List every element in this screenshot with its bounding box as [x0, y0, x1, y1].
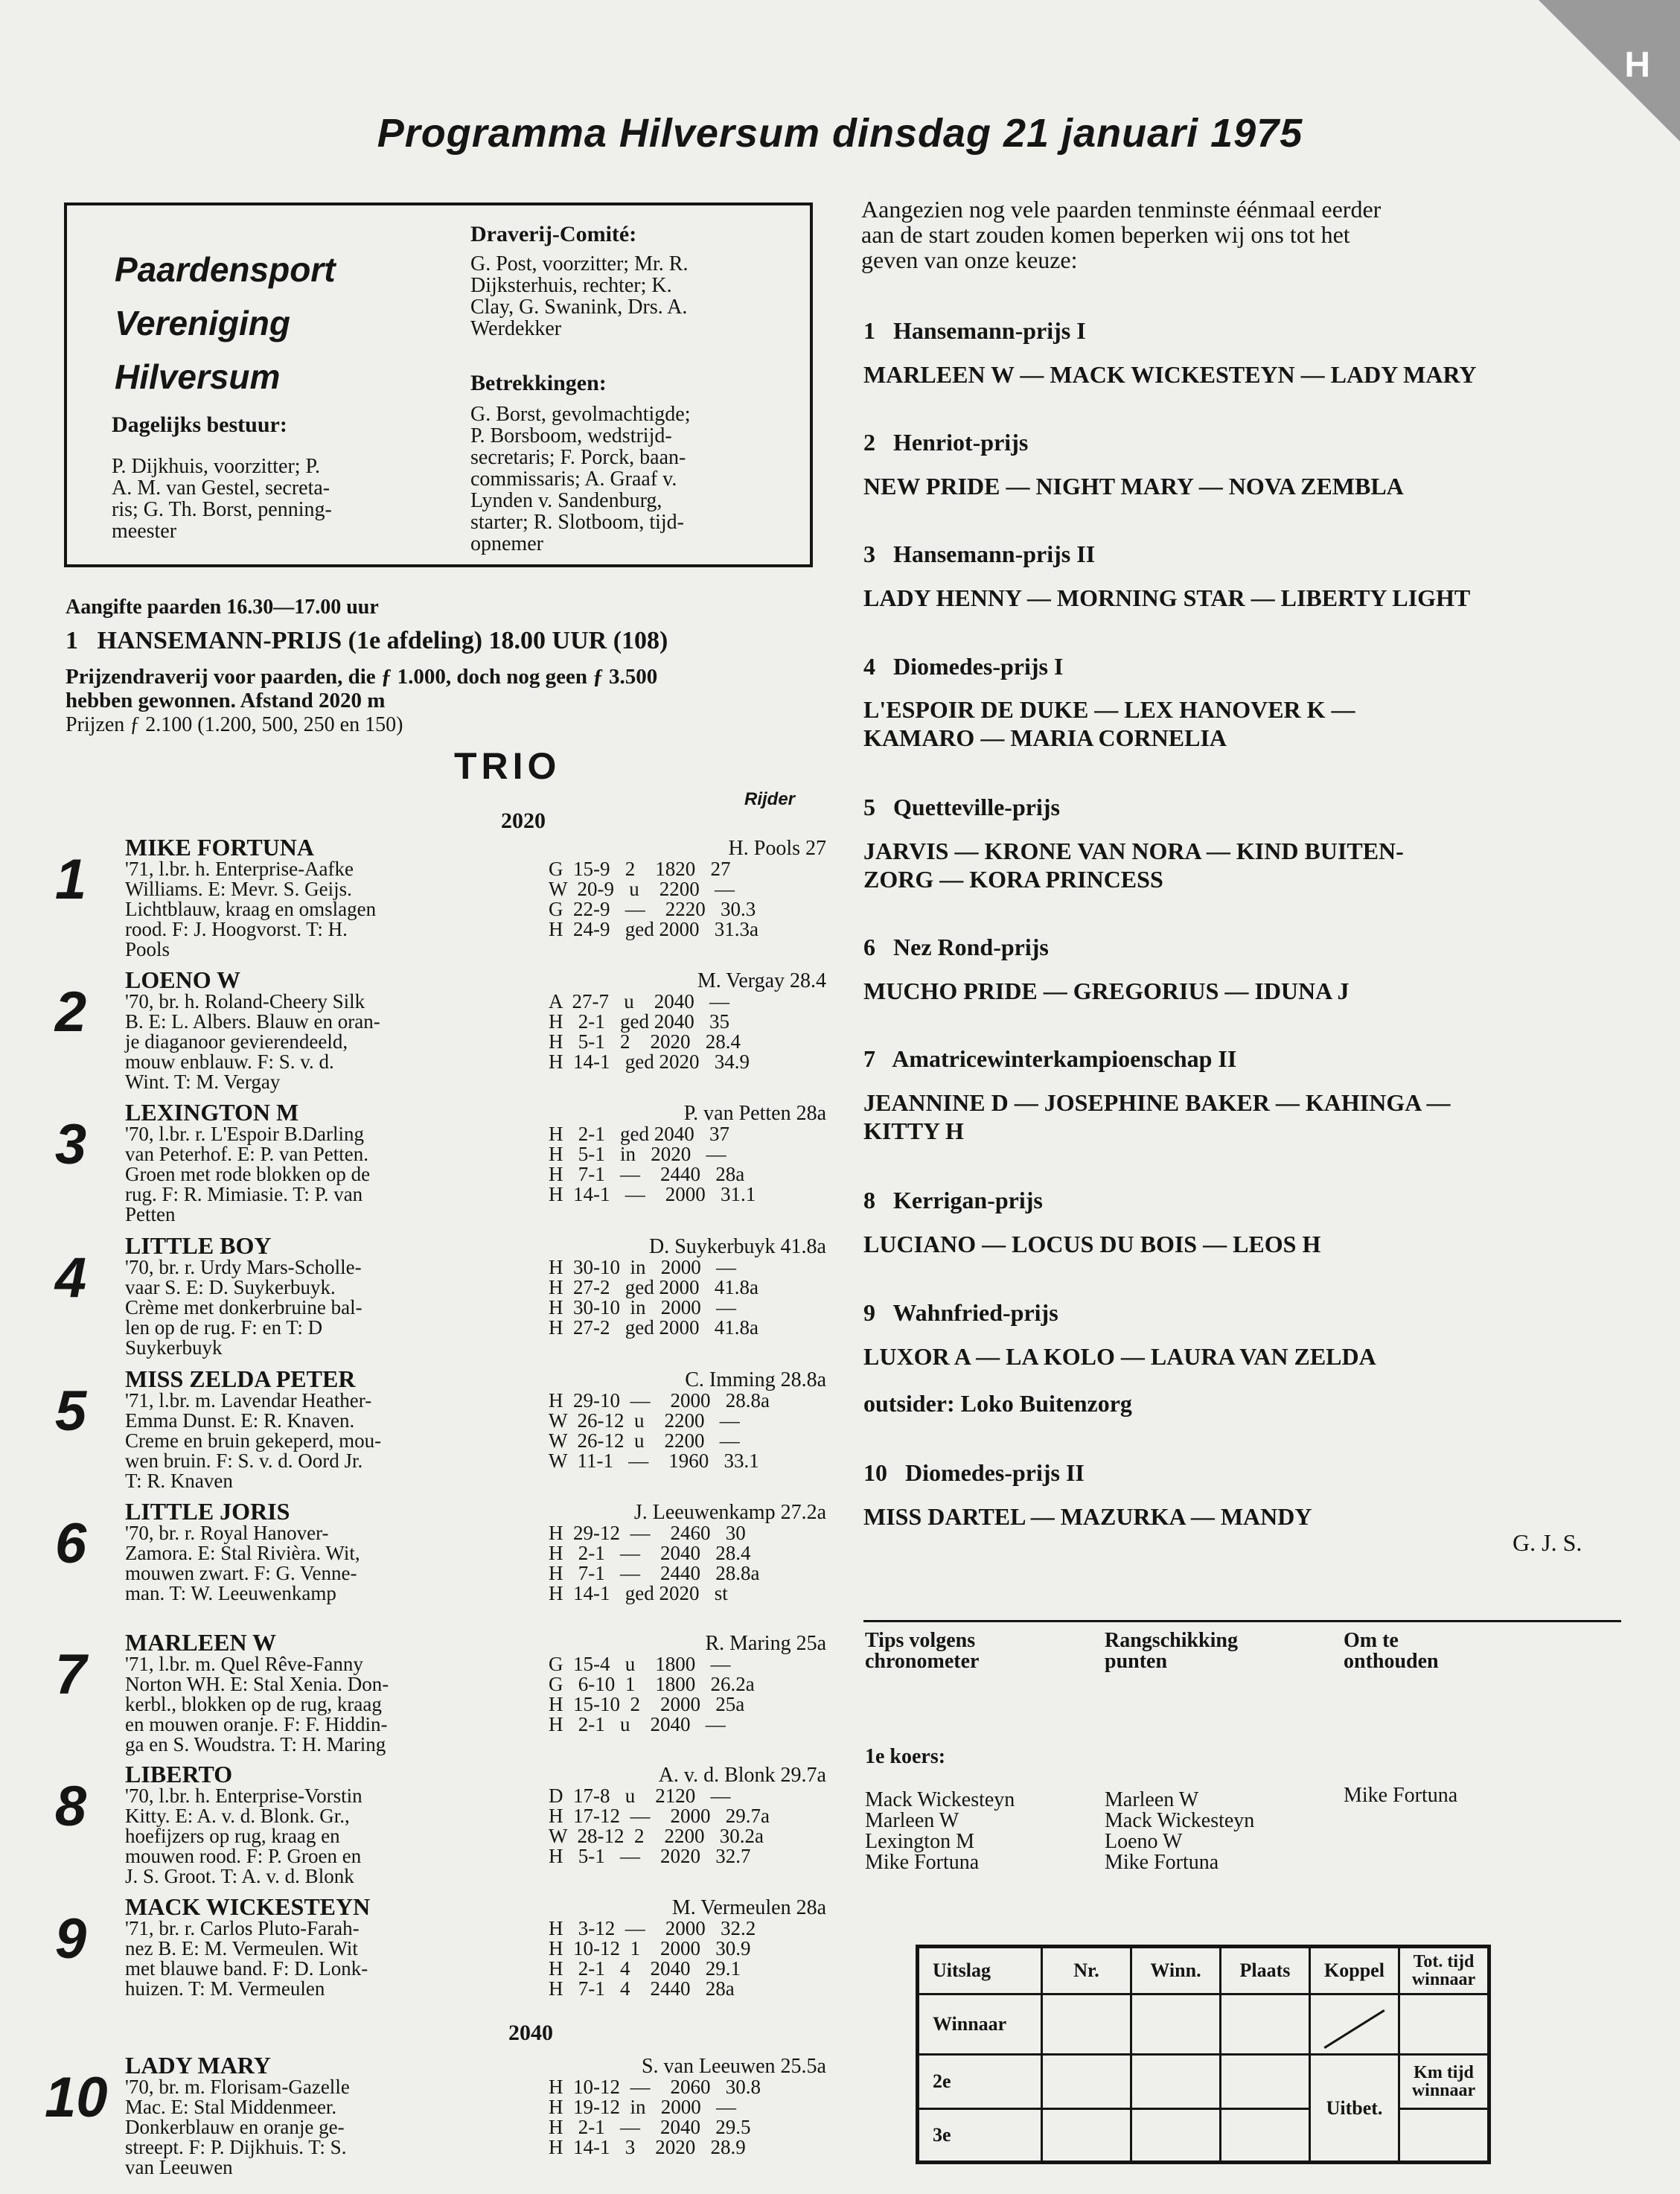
selection-picks: MARLEEN W — MACK WICKESTEYN — LADY MARY [863, 361, 1477, 388]
horse-entry [45, 834, 826, 960]
horse-number: 3 [54, 1113, 87, 1176]
horse-description: '70, br. m. Florisam-Gazelle Mac. E: Stal Middenmeer. Donkerblauw en oranje ge- streept. F: P. Dijkhuis. T: S. van Leeuwen [125, 2076, 350, 2178]
distance-2040: 2040 [508, 2021, 553, 2045]
cell-uitbet: Uitbet. [1310, 2055, 1399, 2163]
cell-blank [1399, 2109, 1489, 2163]
corner-letter: H [1624, 45, 1650, 85]
cell-blank [1221, 1994, 1310, 2055]
tips-header-remember: Om te onthouden [1344, 1629, 1439, 1673]
horse-entry [45, 1099, 826, 1225]
selection-picks: LUCIANO — LOCUS DU BOIS — LEOS H [863, 1231, 1321, 1257]
author-signature: G. J. S. [1513, 1529, 1582, 1556]
horse-name: MISS ZELDA PETER [125, 1365, 356, 1392]
horse-name: LITTLE BOY [125, 1232, 272, 1259]
horse-rider: C. Imming 28.8a [685, 1368, 826, 1391]
horse-number: 7 [54, 1643, 87, 1706]
selection-picks: JEANNINE D — JOSEPHINE BAKER — KAHINGA — KITTY H [863, 1089, 1451, 1144]
horse-entry [45, 1232, 826, 1359]
horse-description: '71, l.br. m. Quel Rêve-Fanny Norton WH. E: Stal Xenia. Don- kerbl., blokken op de rug, kraag en mouwen oranje. F: F. Hiddin- ga en S. Woudstra. T: H. Maring [125, 1653, 389, 1755]
tips-header-points: Rangschikking punten [1105, 1629, 1238, 1673]
horse-entry [45, 966, 826, 1093]
selection-picks: MUCHO PRIDE — GREGORIUS — IDUNA J [863, 978, 1350, 1004]
horse-results: H 3-12 — 2000 32.2 H 10-12 1 2000 30.9 H 2-1 4 2040 29.1 H 7-1 4 2440 28a [549, 1917, 756, 2000]
tips-chronometer-list: Mack Wickesteyn Marleen W Lexington M Mike Fortuna [865, 1788, 1015, 1874]
selection-picks: LADY HENNY — MORNING STAR — LIBERTY LIGHT [863, 584, 1471, 611]
horse-rider: P. van Petten 28a [683, 1102, 826, 1125]
outsider-label: outsider: [863, 1390, 955, 1417]
selection-race: 5 Quetteville-prijs [863, 794, 1060, 820]
result-form [916, 1945, 1491, 2164]
selection-picks: MISS DARTEL — MAZURKA — MANDY [863, 1503, 1312, 1530]
selection-race: 8 Kerrigan-prijs [863, 1187, 1043, 1214]
col-plaats: Plaats [1221, 1947, 1310, 1994]
horse-results: H 2-1 ged 2040 37 H 5-1 in 2020 — H 7-1 — 2440 28a H 14-1 — 2000 31.1 [549, 1123, 756, 1205]
cell-km-time: Km tijd winnaar [1399, 2055, 1489, 2109]
horse-rider: M. Vergay 28.4 [697, 969, 826, 992]
col-uitslag: Uitslag [918, 1947, 1042, 1994]
dagelijks-label: Dagelijks bestuur: [112, 412, 287, 437]
horse-description: '71, l.br. m. Lavendar Heather- Emma Dunst. E: R. Knaven. Creme en bruin gekeperd, mou- wen bruin. F: S. v. d. Oord Jr. T: R. Knaven [125, 1389, 382, 1492]
page-title: Programma Hilversum dinsdag 21 januari 1975 [377, 111, 1303, 156]
selection-picks: NEW PRIDE — NIGHT MARY — NOVA ZEMBLA [863, 473, 1404, 500]
outsider-line [863, 1389, 1623, 1418]
horse-entry [45, 1629, 826, 1755]
selection-race: 6 Nez Rond-prijs [863, 934, 1049, 960]
race-prizes: Prijzen ƒ 2.100 (1.200, 500, 250 en 150) [66, 713, 403, 736]
cell-blank [1221, 2109, 1310, 2163]
horse-rider: H. Pools 27 [728, 837, 826, 860]
cell-blank [1042, 2109, 1131, 2163]
horse-number: 9 [54, 1907, 87, 1971]
koers-label: 1e koers: [865, 1745, 946, 1768]
intro-text: Aangezien nog vele paarden tenminste éénmaal eerder aan de start zouden komen beperken wij ons tot het geven van onze keuze: [861, 196, 1382, 273]
horse-number: 6 [54, 1512, 87, 1575]
betrekkingen-text: G. Borst, gevolmachtigde; P. Borsboom, wedstrijd- secretaris; F. Porck, baan- commissaris; A. Graaf v. Lynden v. Sandenburg, starter; R. Slotboom, tijd- opnemer [470, 403, 691, 555]
horse-description: '71, l.br. h. Enterprise-Aafke Williams. E: Mevr. S. Geijs. Lichtblauw, kraag en omslagen rood. F: J. Hoogvorst. T: H. Pools [125, 858, 377, 960]
horse-results: G 15-4 u 1800 — G 6-10 1 1800 26.2a H 15-10 2 2000 25a H 2-1 u 2040 — [549, 1653, 755, 1735]
horse-rider: D. Suykerbuyk 41.8a [649, 1235, 826, 1258]
divider [863, 1620, 1621, 1622]
comite-text: G. Post, voorzitter; Mr. R. Dijksterhuis, rechter; K. Clay, G. Swanink, Drs. A. Werdekker [470, 252, 689, 340]
horse-description: '70, br. r. Urdy Mars-Scholle- vaar S. E: D. Suykerbuyk. Crème met donkerbruine bal- len op de rug. F: en T: D Suykerbuyk [125, 1256, 362, 1359]
selection-race: 1 Hansemann-prijs I [863, 317, 1086, 344]
horse-number: 4 [54, 1246, 87, 1310]
selection-race: 3 Hansemann-prijs II [863, 540, 1096, 567]
col-winn: Winn. [1131, 1947, 1221, 1994]
cell-blank [1042, 2055, 1131, 2109]
rijder-label: Rijder [744, 789, 796, 809]
row-3e: 3e [918, 2109, 1042, 2163]
horse-results: H 30-10 in 2000 — H 27-2 ged 2000 41.8a H 30-10 in 2000 — H 27-2 ged 2000 41.8a [549, 1256, 758, 1339]
horse-rider: M. Vermeulen 28a [671, 1896, 826, 1919]
betrekkingen-label: Betrekkingen: [470, 371, 607, 395]
row-2e: 2e [918, 2055, 1042, 2109]
horse-number: 5 [54, 1380, 87, 1443]
selection-race: 9 Wahnfried-prijs [863, 1299, 1058, 1326]
trio-heading: TRIO [454, 745, 561, 787]
cell-blank [1131, 2055, 1221, 2109]
horse-entry [45, 1761, 826, 1887]
selection-picks: LUXOR A — LA KOLO — LAURA VAN ZELDA [863, 1343, 1376, 1370]
col-nr: Nr. [1042, 1947, 1131, 1994]
tips-remember-list: Mike Fortuna [1344, 1784, 1458, 1807]
cell-blank [1221, 2055, 1310, 2109]
horse-results: A 27-7 u 2040 — H 2-1 ged 2040 35 H 5-1 2 2020 28.4 H 14-1 ged 2020 34.9 [549, 990, 750, 1073]
distance-2020: 2020 [501, 809, 546, 833]
horse-number: 2 [54, 980, 87, 1044]
horse-name: LITTLE JORIS [125, 1498, 290, 1525]
horse-entry [45, 1365, 826, 1492]
horse-description: '70, l.br. r. L'Espoir B.Darling van Peterhof. E: P. van Petten. Groen met rode blokken op de rug. F: R. Mimiasie. T: P. van Petten [125, 1123, 371, 1225]
horse-rider: J. Leeuwenkamp 27.2a [633, 1501, 826, 1524]
slash-mark [1323, 2009, 1384, 2049]
selection-race: 10 Diomedes-prijs II [863, 1459, 1085, 1486]
horse-name: MIKE FORTUNA [125, 834, 314, 861]
horse-name: MARLEEN W [125, 1629, 276, 1656]
tips-points-list: Marleen W Mack Wickesteyn Loeno W Mike Fortuna [1105, 1788, 1255, 1874]
horse-description: '70, br. h. Roland-Cheery Silk B. E: L. Albers. Blauw en oran- je diaganoor gevierendeeld, mouw enblauw. F: S. v. d. Wint. T: M. Vergay [125, 990, 380, 1093]
selection-picks: L'ESPOIR DE DUKE — LEX HANOVER K — KAMARO — MARIA CORNELIA [863, 696, 1355, 751]
tips-header-chronometer: Tips volgens chronometer [865, 1629, 980, 1673]
horse-name: MACK WICKESTEYN [125, 1893, 371, 1920]
horse-entry [45, 1893, 826, 2020]
association-infobox [64, 203, 813, 567]
horse-name: LEXINGTON M [125, 1099, 299, 1126]
cell-blank [1399, 1994, 1489, 2055]
horse-number: 10 [45, 2066, 108, 2129]
race-header: 1 HANSEMANN-PRIJS (1e afdeling) 18.00 UUR (108) [66, 627, 668, 654]
horse-results: G 15-9 2 1820 27 W 20-9 u 2200 — G 22-9 — 2220 30.3 H 24-9 ged 2000 31.3a [549, 858, 758, 940]
cell-blank [1131, 2109, 1221, 2163]
horse-description: '70, br. r. Royal Hanover- Zamora. E: Stal Rivièra. Wit, mouwen zwart. F: G. Venne- man. T: W. Leeuwenkamp [125, 1522, 360, 1604]
selection-race: 2 Henriot-prijs [863, 429, 1029, 456]
aangifte-text: Aangifte paarden 16.30—17.00 uur [66, 596, 379, 619]
horse-rider: A. v. d. Blonk 29.7a [658, 1764, 826, 1787]
horse-results: H 10-12 — 2060 30.8 H 19-12 in 2000 — H 2-1 — 2040 29.5 H 14-1 3 2020 28.9 [549, 2076, 761, 2158]
horse-rider: S. van Leeuwen 25.5a [641, 2055, 826, 2078]
cell-blank [1131, 1994, 1221, 2055]
horse-entry [45, 1498, 826, 1624]
horse-rider: R. Maring 25a [705, 1632, 826, 1655]
horse-number: 1 [54, 848, 87, 911]
selection-race: 4 Diomedes-prijs I [863, 653, 1064, 680]
horse-entry [45, 2052, 826, 2178]
selection-race: 7 Amatricewinterkampioenschap II [863, 1045, 1237, 1072]
race-conditions-2: hebben gewonnen. Afstand 2020 m [66, 689, 386, 712]
col-koppel: Koppel [1310, 1947, 1399, 1994]
selection-picks: JARVIS — KRONE VAN NORA — KIND BUITEN- ZORG — KORA PRINCESS [863, 838, 1404, 893]
outsider-value: Loko Buitenzorg [960, 1390, 1132, 1417]
horse-results: H 29-10 — 2000 28.8a W 26-12 u 2200 — W 26-12 u 2200 — W 11-1 — 1960 33.1 [549, 1389, 770, 1472]
horse-description: '70, l.br. h. Enterprise-Vorstin Kitty. E: A. v. d. Blonk. Gr., hoefijzers op rug, kraag en mouwen rood. F: P. Groen en J. S. Groot. T: A. v. d. Blonk [125, 1785, 362, 1887]
horse-name: LIBERTO [125, 1761, 233, 1788]
horse-name: LOENO W [125, 966, 240, 993]
comite-label: Draverij-Comité: [470, 222, 637, 246]
cell-blank [1042, 1994, 1131, 2055]
cell-koppel-slash [1310, 1994, 1399, 2055]
horse-name: LADY MARY [125, 2052, 271, 2079]
horse-results: H 29-12 — 2460 30 H 2-1 — 2040 28.4 H 7-1 — 2440 28.8a H 14-1 ged 2020 st [549, 1522, 760, 1604]
row-winnaar: Winnaar [918, 1994, 1042, 2055]
horse-number: 8 [54, 1775, 87, 1838]
race-conditions-1: Prijzendraverij voor paarden, die ƒ 1.000, doch nog geen ƒ 3.500 [66, 665, 658, 689]
organisation-name: Paardensport Vereniging Hilversum [115, 250, 336, 396]
horse-description: '71, br. r. Carlos Pluto-Farah- nez B. E: M. Vermeulen. Wit met blauwe band. F: D. Lonk- huizen. T: M. Vermeulen [125, 1917, 368, 2000]
dagelijks-text: P. Dijkhuis, voorzitter; P. A. M. van Gestel, secreta- ris; G. Th. Borst, penning- meester [112, 455, 332, 543]
horse-results: D 17-8 u 2120 — H 17-12 — 2000 29.7a W 28-12 2 2200 30.2a H 5-1 — 2020 32.7 [549, 1785, 770, 1867]
col-total-time: Tot. tijd winnaar [1399, 1947, 1489, 1994]
